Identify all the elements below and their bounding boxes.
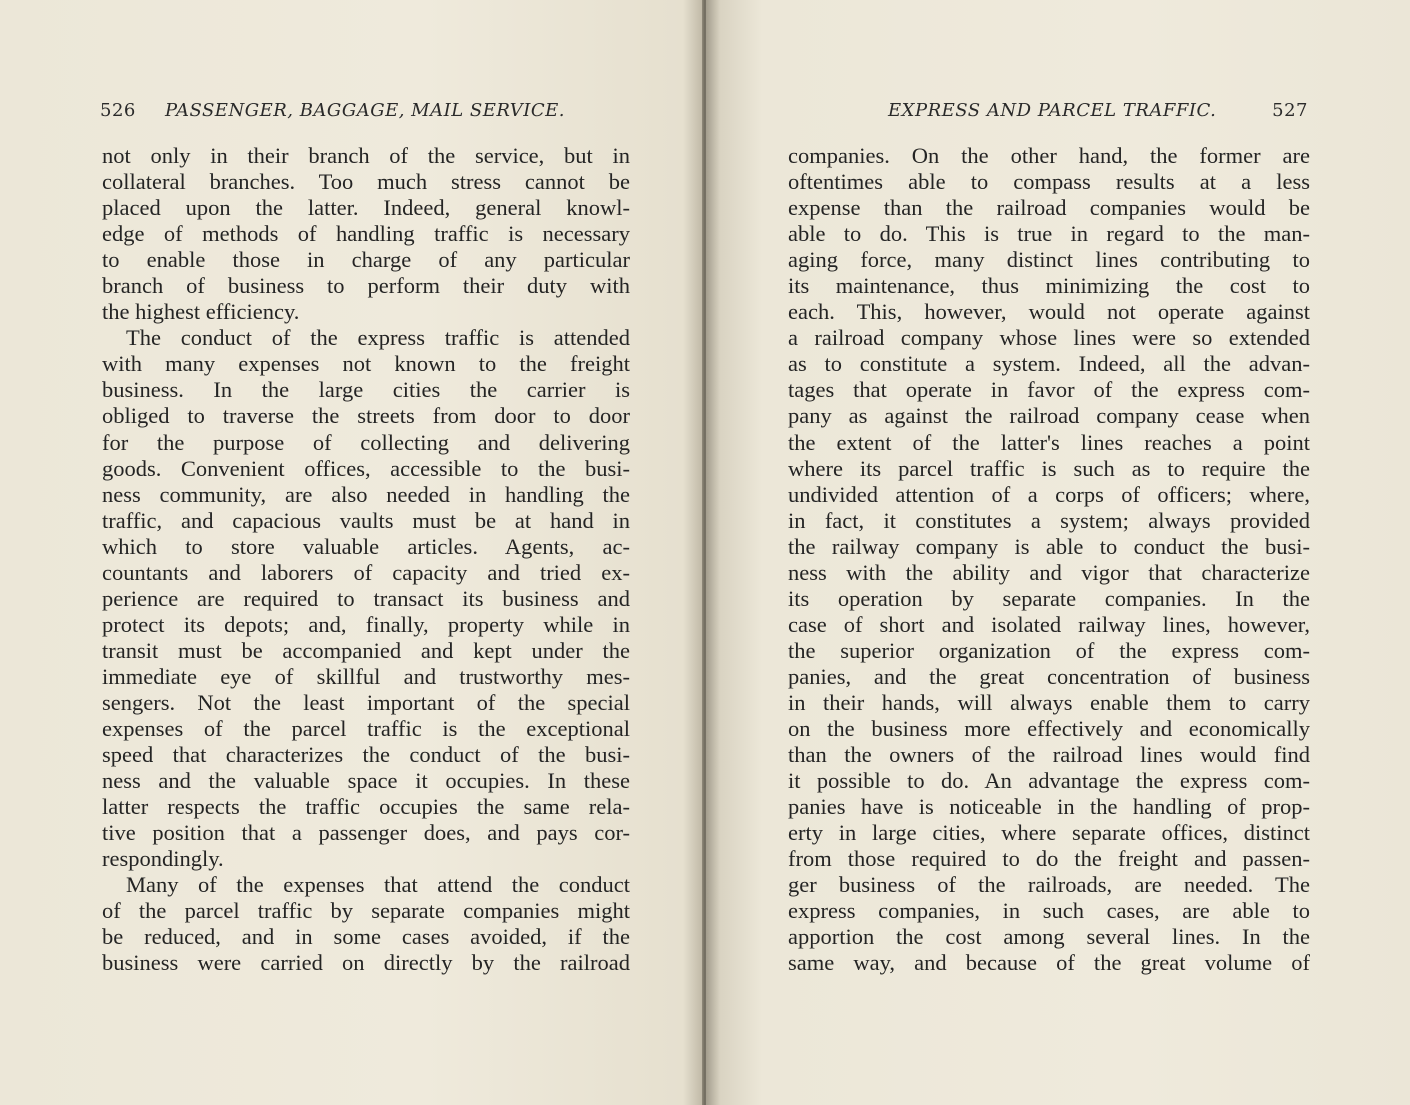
text-line: the railway company is able to conduct the busi- xyxy=(788,533,1310,559)
page-number: 527 xyxy=(1272,100,1308,121)
text-line: the extent of the latter's lines reaches a point xyxy=(788,429,1310,455)
text-line: with many expenses not known to the freight xyxy=(102,351,630,377)
text-line: in fact, it constitutes a system; always provided xyxy=(788,507,1310,533)
text-line: perience are required to transact its business and xyxy=(102,585,630,611)
text-line: business were carried on directly by the railroad xyxy=(102,950,630,976)
text-line: as to constitute a system. Indeed, all the advan- xyxy=(788,351,1310,377)
text-line: a railroad company whose lines were so extended xyxy=(788,325,1310,351)
text-line: obliged to traverse the streets from door to door xyxy=(102,403,630,429)
text-line: where its parcel traffic is such as to require the xyxy=(788,455,1310,481)
text-line: erty in large cities, where separate offices, distinct xyxy=(788,820,1310,846)
text-line: collateral branches. Too much stress cannot be xyxy=(102,169,630,195)
text-line: undivided attention of a corps of officers; where, xyxy=(788,481,1310,507)
text-line: placed upon the latter. Indeed, general knowl- xyxy=(102,195,630,221)
text-line: tive position that a passenger does, and pays cor- xyxy=(102,820,630,846)
text-line: expense than the railroad companies would be xyxy=(788,195,1310,221)
text-line: edge of methods of handling traffic is necessary xyxy=(102,221,630,247)
text-line: expenses of the parcel traffic is the exceptional xyxy=(102,716,630,742)
text-line: pany as against the railroad company cease when xyxy=(788,403,1310,429)
text-line: for the purpose of collecting and delivering xyxy=(102,429,630,455)
text-line: from those required to do the freight and passen- xyxy=(788,846,1310,872)
text-line: transit must be accompanied and kept under the xyxy=(102,637,630,663)
text-line: The conduct of the express traffic is attended xyxy=(126,325,630,351)
text-line: branch of business to perform their duty with xyxy=(102,273,630,299)
page-number: 526 xyxy=(100,100,136,121)
text-line: each. This, however, would not operate against xyxy=(788,299,1310,325)
text-line: ness and the valuable space it occupies. In these xyxy=(102,768,630,794)
text-line: be reduced, and in some cases avoided, if the xyxy=(102,924,630,950)
text-line: apportion the cost among several lines. In the xyxy=(788,924,1310,950)
text-line: its maintenance, thus minimizing the cost to xyxy=(788,273,1310,299)
text-line: companies. On the other hand, the former are xyxy=(788,143,1310,168)
text-line: which to store valuable articles. Agents, ac- xyxy=(102,533,630,559)
text-line: express companies, in such cases, are able to xyxy=(788,898,1310,924)
text-line: its operation by separate companies. In the xyxy=(788,585,1310,611)
text-line: panies have is noticeable in the handling of prop- xyxy=(788,794,1310,820)
text-line: of the parcel traffic by separate companies might xyxy=(102,898,630,924)
text-line: on the business more effectively and economically xyxy=(788,716,1310,742)
text-line: ger business of the railroads, are needed. The xyxy=(788,872,1310,898)
running-title: PASSENGER, BAGGAGE, MAIL SERVICE. xyxy=(165,100,565,121)
text-line: case of short and isolated railway lines, however, xyxy=(788,611,1310,637)
text-line: sengers. Not the least important of the special xyxy=(102,689,630,715)
text-line: countants and laborers of capacity and tried ex- xyxy=(102,559,630,585)
text-line: traffic, and capacious vaults must be at hand in xyxy=(102,507,630,533)
left-page-body xyxy=(102,143,630,977)
text-line: not only in their branch of the service, but in xyxy=(102,143,630,168)
text-line: in their hands, will always enable them to carry xyxy=(788,689,1310,715)
text-line: able to do. This is true in regard to the man- xyxy=(788,221,1310,247)
text-line: Many of the expenses that attend the conduct xyxy=(126,872,630,898)
text-line: to enable those in charge of any particular xyxy=(102,247,630,273)
running-title: EXPRESS AND PARCEL TRAFFIC. xyxy=(888,100,1217,121)
text-line: speed that characterizes the conduct of the busi- xyxy=(102,742,630,768)
text-line: panies, and the great concentration of business xyxy=(788,663,1310,689)
text-line: aging force, many distinct lines contributing to xyxy=(788,247,1310,273)
text-line: same way, and because of the great volume of xyxy=(788,950,1310,976)
text-line: it possible to do. An advantage the express com- xyxy=(788,768,1310,794)
text-line: ness with the ability and vigor that characterize xyxy=(788,559,1310,585)
text-line: protect its depots; and, finally, property while in xyxy=(102,611,630,637)
left-page xyxy=(0,0,704,1105)
text-line: the highest efficiency. xyxy=(102,299,300,325)
text-line: tages that operate in favor of the express com- xyxy=(788,377,1310,403)
text-line: than the owners of the railroad lines would find xyxy=(788,742,1310,768)
right-page-body xyxy=(788,143,1310,977)
right-page xyxy=(706,0,1410,1105)
text-line: respondingly. xyxy=(102,846,224,872)
text-line: oftentimes able to compass results at a less xyxy=(788,169,1310,195)
text-line: latter respects the traffic occupies the same rela- xyxy=(102,794,630,820)
text-line: business. In the large cities the carrier is xyxy=(102,377,630,403)
text-line: goods. Convenient offices, accessible to the busi- xyxy=(102,455,630,481)
text-line: the superior organization of the express com- xyxy=(788,637,1310,663)
text-line: immediate eye of skillful and trustworthy mes- xyxy=(102,663,630,689)
text-line: ness community, are also needed in handling the xyxy=(102,481,630,507)
